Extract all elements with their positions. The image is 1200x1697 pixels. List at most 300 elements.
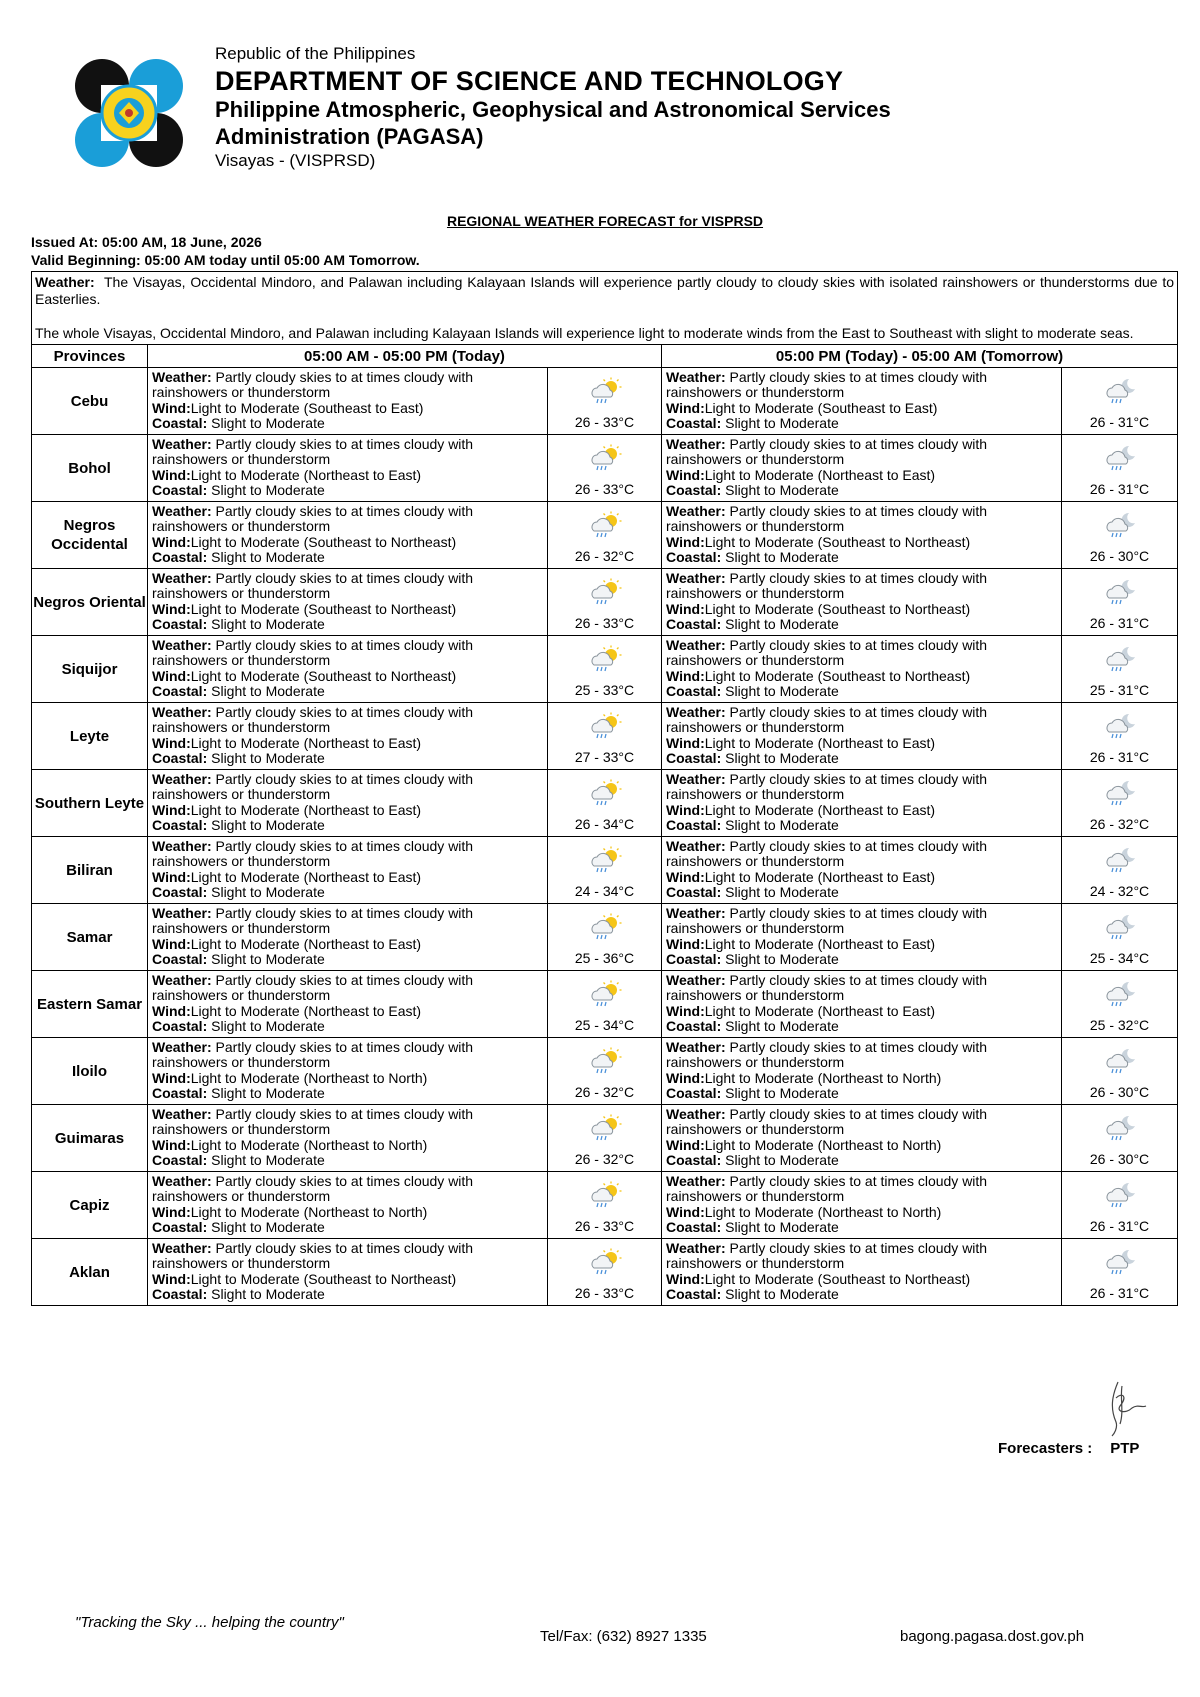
- day-forecast-text: [148, 435, 548, 502]
- province-row: [32, 435, 1178, 502]
- weather-value: Partly cloudy skies to at times cloudy with rainshowers or thunderstorm: [152, 1039, 474, 1071]
- coastal-value: Slight to Moderate: [211, 1085, 325, 1102]
- weather-label: Weather:: [666, 436, 726, 452]
- weather-label: Weather:: [666, 637, 726, 653]
- wind-label: Wind:: [666, 1203, 705, 1220]
- coastal-label: Coastal:: [152, 1286, 208, 1303]
- footer-tagline: "Tracking the Sky ... helping the country": [75, 1614, 344, 1631]
- partly-cloudy-rain-day-icon: [588, 1248, 622, 1276]
- coastal-label: Coastal:: [152, 951, 208, 968]
- coastal-label: Coastal:: [152, 750, 208, 767]
- document-title: REGIONAL WEATHER FORECAST for VISPRSD: [446, 213, 764, 229]
- night-temp-cell: [1062, 1239, 1178, 1306]
- night-temp-cell: [1062, 435, 1178, 502]
- day-temp-cell: [548, 971, 662, 1038]
- day-forecast-text: [148, 1172, 548, 1239]
- partly-cloudy-rain-day-icon: [588, 1047, 622, 1075]
- province-name: Aklan: [32, 1239, 148, 1306]
- issued-at: Issued At: 05:00 AM, 18 June, 2026: [31, 234, 262, 250]
- coastal-label: Coastal:: [152, 616, 208, 633]
- weather-value: Partly cloudy skies to at times cloudy with rainshowers or thunderstorm: [152, 771, 474, 803]
- valid-period: Valid Beginning: 05:00 AM today until 05:00 AM Tomorrow.: [31, 252, 420, 268]
- partly-cloudy-rain-night-icon: [1103, 1047, 1137, 1075]
- night-temperature: 26 - 31°C: [1089, 481, 1150, 497]
- province-row: [32, 636, 1178, 703]
- weather-value: Partly cloudy skies to at times cloudy with rainshowers or thunderstorm: [152, 972, 474, 1004]
- column-header-provinces: Provinces: [32, 345, 148, 368]
- day-forecast-text: [148, 368, 548, 435]
- day-forecast-text: [148, 502, 548, 569]
- province-name: Siquijor: [32, 636, 148, 703]
- night-forecast-text: [662, 368, 1062, 435]
- column-header-row: [32, 345, 1178, 368]
- province-name: Guimaras: [32, 1105, 148, 1172]
- weather-value: Partly cloudy skies to at times cloudy with rainshowers or thunderstorm: [666, 436, 988, 468]
- weather-value: Partly cloudy skies to at times cloudy with rainshowers or thunderstorm: [666, 1039, 988, 1071]
- coastal-label: Coastal:: [666, 1018, 722, 1035]
- coastal-value: Slight to Moderate: [211, 616, 325, 633]
- partly-cloudy-rain-night-icon: [1103, 444, 1137, 472]
- footer-website: bagong.pagasa.dost.gov.ph: [900, 1628, 1085, 1645]
- footer-telfax: Tel/Fax: (632) 8927 1335: [540, 1628, 707, 1645]
- night-forecast-text: [662, 1239, 1062, 1306]
- night-temperature: 26 - 31°C: [1089, 749, 1150, 765]
- wind-value: Light to Moderate (Northeast to East): [190, 935, 422, 952]
- wind-value: Light to Moderate (Northeast to North): [704, 1069, 942, 1086]
- night-temp-cell: [1062, 502, 1178, 569]
- day-temp-cell: [548, 837, 662, 904]
- coastal-label: Coastal:: [666, 1219, 722, 1236]
- day-temperature: 26 - 32°C: [574, 548, 635, 564]
- coastal-label: Coastal:: [666, 1085, 722, 1102]
- coastal-value: Slight to Moderate: [211, 1286, 325, 1303]
- pagasa-logo: [74, 58, 184, 168]
- day-temp-cell: [548, 1105, 662, 1172]
- coastal-value: Slight to Moderate: [725, 750, 839, 767]
- night-temperature: 26 - 31°C: [1089, 615, 1150, 631]
- overview-cell: [32, 272, 1178, 345]
- forecaster-signature: [1098, 1378, 1150, 1438]
- coastal-label: Coastal:: [666, 683, 722, 700]
- wind-value: Light to Moderate (Southeast to East): [704, 399, 938, 416]
- overview-weather: [35, 274, 1174, 308]
- forecasters-initials: PTP: [1110, 1440, 1140, 1457]
- weather-label: Weather:: [152, 1240, 212, 1256]
- wind-value: Light to Moderate (Northeast to East): [190, 1002, 422, 1019]
- wind-label: Wind:: [666, 399, 705, 416]
- wind-label: Wind:: [666, 667, 705, 684]
- coastal-label: Coastal:: [152, 1085, 208, 1102]
- partly-cloudy-rain-night-icon: [1103, 913, 1137, 941]
- province-name: Biliran: [32, 837, 148, 904]
- wind-label: Wind:: [152, 1069, 191, 1086]
- weather-label: Weather:: [666, 369, 726, 385]
- province-row: [32, 837, 1178, 904]
- night-forecast-text: [662, 636, 1062, 703]
- coastal-value: Slight to Moderate: [211, 884, 325, 901]
- night-temperature: 25 - 31°C: [1089, 682, 1150, 698]
- weather-value: Partly cloudy skies to at times cloudy with rainshowers or thunderstorm: [152, 503, 474, 535]
- forecasters: [998, 1440, 1139, 1457]
- coastal-value: Slight to Moderate: [725, 482, 839, 499]
- wind-label: Wind:: [666, 1002, 705, 1019]
- partly-cloudy-rain-night-icon: [1103, 377, 1137, 405]
- night-temp-cell: [1062, 904, 1178, 971]
- coastal-label: Coastal:: [152, 884, 208, 901]
- province-row: [32, 368, 1178, 435]
- department-name: DEPARTMENT OF SCIENCE AND TECHNOLOGY: [215, 66, 844, 96]
- night-forecast-text: [662, 971, 1062, 1038]
- wind-value: Light to Moderate (Northeast to East): [704, 1002, 936, 1019]
- coastal-value: Slight to Moderate: [725, 1152, 839, 1169]
- night-forecast-text: [662, 837, 1062, 904]
- partly-cloudy-rain-night-icon: [1103, 511, 1137, 539]
- province-row: [32, 1239, 1178, 1306]
- weather-value: Partly cloudy skies to at times cloudy with rainshowers or thunderstorm: [666, 905, 988, 937]
- weather-label: Weather:: [666, 1240, 726, 1256]
- weather-value: Partly cloudy skies to at times cloudy with rainshowers or thunderstorm: [666, 838, 988, 870]
- coastal-label: Coastal:: [666, 415, 722, 432]
- republic-line: Republic of the Philippines: [215, 44, 416, 63]
- issue-info: [31, 233, 420, 269]
- weather-label: Weather:: [666, 704, 726, 720]
- wind-value: Light to Moderate (Southeast to Northeast): [190, 600, 457, 617]
- coastal-label: Coastal:: [666, 1152, 722, 1169]
- coastal-value: Slight to Moderate: [211, 549, 325, 566]
- night-forecast-text: [662, 1105, 1062, 1172]
- wind-label: Wind:: [666, 1136, 705, 1153]
- coastal-label: Coastal:: [666, 549, 722, 566]
- coastal-label: Coastal:: [666, 750, 722, 767]
- coastal-label: Coastal:: [152, 817, 208, 834]
- partly-cloudy-rain-night-icon: [1103, 578, 1137, 606]
- coastal-value: Slight to Moderate: [211, 817, 325, 834]
- weather-label: Weather:: [152, 1173, 212, 1189]
- day-forecast-text: [148, 1239, 548, 1306]
- wind-label: Wind:: [152, 1136, 191, 1153]
- wind-value: Light to Moderate (Northeast to East): [704, 935, 936, 952]
- weather-label: Weather:: [152, 369, 212, 385]
- wind-value: Light to Moderate (Northeast to North): [190, 1069, 428, 1086]
- wind-value: Light to Moderate (Northeast to North): [704, 1136, 942, 1153]
- weather-label: Weather:: [666, 1173, 726, 1189]
- weather-label: Weather:: [152, 503, 212, 519]
- wind-value: Light to Moderate (Southeast to Northeast): [190, 667, 457, 684]
- coastal-value: Slight to Moderate: [211, 482, 325, 499]
- wind-value: Light to Moderate (Northeast to North): [190, 1203, 428, 1220]
- province-row: [32, 904, 1178, 971]
- agency-name-line2: Administration (PAGASA): [215, 124, 484, 149]
- coastal-label: Coastal:: [152, 415, 208, 432]
- weather-value: Partly cloudy skies to at times cloudy with rainshowers or thunderstorm: [666, 637, 988, 669]
- night-temperature: 26 - 30°C: [1089, 1084, 1150, 1100]
- coastal-label: Coastal:: [152, 1018, 208, 1035]
- day-temperature: 24 - 34°C: [574, 883, 635, 899]
- day-temp-cell: [548, 1172, 662, 1239]
- weather-value: Partly cloudy skies to at times cloudy with rainshowers or thunderstorm: [152, 905, 474, 937]
- coastal-value: Slight to Moderate: [725, 549, 839, 566]
- weather-label: Weather:: [666, 771, 726, 787]
- province-row: [32, 569, 1178, 636]
- weather-value: Partly cloudy skies to at times cloudy with rainshowers or thunderstorm: [152, 1173, 474, 1205]
- wind-label: Wind:: [152, 399, 191, 416]
- weather-value: Partly cloudy skies to at times cloudy with rainshowers or thunderstorm: [666, 972, 988, 1004]
- province-name: Eastern Samar: [32, 971, 148, 1038]
- night-temp-cell: [1062, 837, 1178, 904]
- weather-value: Partly cloudy skies to at times cloudy with rainshowers or thunderstorm: [152, 704, 474, 736]
- weather-label: Weather:: [666, 503, 726, 519]
- partly-cloudy-rain-day-icon: [588, 980, 622, 1008]
- night-temperature: 26 - 31°C: [1089, 414, 1150, 430]
- weather-value: Partly cloudy skies to at times cloudy with rainshowers or thunderstorm: [666, 1240, 988, 1272]
- coastal-label: Coastal:: [152, 1219, 208, 1236]
- region-line: Visayas - (VISPRSD): [215, 151, 376, 170]
- weather-value: Partly cloudy skies to at times cloudy with rainshowers or thunderstorm: [152, 436, 474, 468]
- wind-label: Wind:: [666, 1069, 705, 1086]
- overview-weather-label: Weather:: [35, 274, 95, 290]
- column-header-period1: 05:00 AM - 05:00 PM (Today): [148, 345, 662, 368]
- weather-label: Weather:: [152, 972, 212, 988]
- night-temp-cell: [1062, 1038, 1178, 1105]
- forecasters-label: Forecasters :: [998, 1440, 1093, 1457]
- day-temperature: 25 - 36°C: [574, 950, 635, 966]
- wind-value: Light to Moderate (Southeast to Northeast): [704, 533, 971, 550]
- night-temp-cell: [1062, 1172, 1178, 1239]
- weather-value: Partly cloudy skies to at times cloudy with rainshowers or thunderstorm: [152, 1106, 474, 1138]
- province-name: Capiz: [32, 1172, 148, 1239]
- coastal-value: Slight to Moderate: [725, 884, 839, 901]
- day-forecast-text: [148, 569, 548, 636]
- coastal-value: Slight to Moderate: [725, 951, 839, 968]
- night-temp-cell: [1062, 569, 1178, 636]
- province-row: [32, 770, 1178, 837]
- night-temperature: 26 - 31°C: [1089, 1218, 1150, 1234]
- wind-value: Light to Moderate (Southeast to Northeast): [190, 1270, 457, 1287]
- day-temp-cell: [548, 904, 662, 971]
- day-temperature: 25 - 34°C: [574, 1017, 635, 1033]
- wind-label: Wind:: [666, 600, 705, 617]
- day-temp-cell: [548, 368, 662, 435]
- day-temp-cell: [548, 502, 662, 569]
- province-row: [32, 1172, 1178, 1239]
- province-name: Samar: [32, 904, 148, 971]
- weather-value: Partly cloudy skies to at times cloudy with rainshowers or thunderstorm: [152, 838, 474, 870]
- province-row: [32, 1038, 1178, 1105]
- wind-value: Light to Moderate (Northeast to East): [190, 801, 422, 818]
- day-temperature: 26 - 33°C: [574, 615, 635, 631]
- coastal-value: Slight to Moderate: [725, 415, 839, 432]
- day-temperature: 26 - 33°C: [574, 414, 635, 430]
- weather-label: Weather:: [666, 1039, 726, 1055]
- wind-label: Wind:: [666, 466, 705, 483]
- weather-value: Partly cloudy skies to at times cloudy with rainshowers or thunderstorm: [666, 704, 988, 736]
- coastal-value: Slight to Moderate: [725, 616, 839, 633]
- weather-value: Partly cloudy skies to at times cloudy with rainshowers or thunderstorm: [152, 1240, 474, 1272]
- wind-value: Light to Moderate (Northeast to East): [704, 868, 936, 885]
- wind-value: Light to Moderate (Southeast to Northeast): [704, 600, 971, 617]
- forecast-table: [31, 271, 1178, 1306]
- partly-cloudy-rain-day-icon: [588, 377, 622, 405]
- coastal-value: Slight to Moderate: [725, 1286, 839, 1303]
- weather-label: Weather:: [152, 1039, 212, 1055]
- coastal-label: Coastal:: [666, 951, 722, 968]
- letterhead: [72, 44, 1172, 184]
- province-row: [32, 971, 1178, 1038]
- coastal-label: Coastal:: [666, 616, 722, 633]
- partly-cloudy-rain-day-icon: [588, 645, 622, 673]
- coastal-label: Coastal:: [152, 482, 208, 499]
- wind-label: Wind:: [152, 1203, 191, 1220]
- night-forecast-text: [662, 1172, 1062, 1239]
- night-forecast-text: [662, 904, 1062, 971]
- night-temp-cell: [1062, 1105, 1178, 1172]
- wind-label: Wind:: [152, 1270, 191, 1287]
- wind-value: Light to Moderate (Northeast to East): [704, 734, 936, 751]
- weather-value: Partly cloudy skies to at times cloudy with rainshowers or thunderstorm: [666, 570, 988, 602]
- night-temp-cell: [1062, 971, 1178, 1038]
- coastal-value: Slight to Moderate: [725, 683, 839, 700]
- day-temperature: 26 - 33°C: [574, 1218, 635, 1234]
- province-name: Iloilo: [32, 1038, 148, 1105]
- coastal-label: Coastal:: [152, 683, 208, 700]
- night-temperature: 26 - 31°C: [1089, 1285, 1150, 1301]
- wind-value: Light to Moderate (Northeast to East): [190, 466, 422, 483]
- wind-label: Wind:: [666, 801, 705, 818]
- weather-value: Partly cloudy skies to at times cloudy with rainshowers or thunderstorm: [152, 637, 474, 669]
- wind-label: Wind:: [666, 734, 705, 751]
- wind-value: Light to Moderate (Southeast to Northeast): [704, 1270, 971, 1287]
- coastal-label: Coastal:: [666, 482, 722, 499]
- coastal-label: Coastal:: [152, 549, 208, 566]
- night-forecast-text: [662, 435, 1062, 502]
- day-forecast-text: [148, 1105, 548, 1172]
- partly-cloudy-rain-day-icon: [588, 712, 622, 740]
- weather-label: Weather:: [666, 972, 726, 988]
- coastal-label: Coastal:: [666, 1286, 722, 1303]
- wind-label: Wind:: [666, 935, 705, 952]
- wind-value: Light to Moderate (Northeast to East): [190, 734, 422, 751]
- coastal-value: Slight to Moderate: [211, 415, 325, 432]
- wind-value: Light to Moderate (Northeast to North): [704, 1203, 942, 1220]
- day-temperature: 25 - 33°C: [574, 682, 635, 698]
- wind-label: Wind:: [152, 1002, 191, 1019]
- coastal-label: Coastal:: [666, 884, 722, 901]
- day-temp-cell: [548, 770, 662, 837]
- wind-label: Wind:: [152, 466, 191, 483]
- partly-cloudy-rain-night-icon: [1103, 779, 1137, 807]
- partly-cloudy-rain-night-icon: [1103, 645, 1137, 673]
- province-name: Southern Leyte: [32, 770, 148, 837]
- weather-label: Weather:: [666, 905, 726, 921]
- day-temperature: 26 - 32°C: [574, 1151, 635, 1167]
- partly-cloudy-rain-day-icon: [588, 1114, 622, 1142]
- weather-label: Weather:: [666, 1106, 726, 1122]
- weather-label: Weather:: [152, 838, 212, 854]
- day-temp-cell: [548, 1239, 662, 1306]
- coastal-value: Slight to Moderate: [211, 750, 325, 767]
- overview-row: [32, 272, 1178, 345]
- province-name: Bohol: [32, 435, 148, 502]
- wind-label: Wind:: [152, 868, 191, 885]
- coastal-label: Coastal:: [666, 817, 722, 834]
- day-temp-cell: [548, 435, 662, 502]
- day-temp-cell: [548, 703, 662, 770]
- province-row: [32, 502, 1178, 569]
- weather-label: Weather:: [152, 704, 212, 720]
- weather-label: Weather:: [152, 905, 212, 921]
- day-forecast-text: [148, 837, 548, 904]
- coastal-value: Slight to Moderate: [211, 1219, 325, 1236]
- province-name: Leyte: [32, 703, 148, 770]
- overview-wind: The whole Visayas, Occidental Mindoro, and Palawan including Kalayaan Islands will experience light to moderate winds from the East to Southeast with slight to moderate seas.: [35, 325, 1134, 341]
- wind-label: Wind:: [152, 935, 191, 952]
- night-forecast-text: [662, 1038, 1062, 1105]
- weather-label: Weather:: [666, 838, 726, 854]
- day-forecast-text: [148, 904, 548, 971]
- day-temperature: 26 - 33°C: [574, 481, 635, 497]
- weather-label: Weather:: [152, 1106, 212, 1122]
- coastal-value: Slight to Moderate: [725, 817, 839, 834]
- weather-value: Partly cloudy skies to at times cloudy with rainshowers or thunderstorm: [152, 369, 474, 401]
- coastal-value: Slight to Moderate: [725, 1018, 839, 1035]
- wind-value: Light to Moderate (Northeast to East): [704, 466, 936, 483]
- weather-value: Partly cloudy skies to at times cloudy with rainshowers or thunderstorm: [666, 369, 988, 401]
- day-temp-cell: [548, 636, 662, 703]
- weather-value: Partly cloudy skies to at times cloudy with rainshowers or thunderstorm: [666, 503, 988, 535]
- wind-value: Light to Moderate (Northeast to East): [190, 868, 422, 885]
- coastal-value: Slight to Moderate: [211, 951, 325, 968]
- wind-label: Wind:: [666, 868, 705, 885]
- night-forecast-text: [662, 569, 1062, 636]
- night-temperature: 26 - 30°C: [1089, 548, 1150, 564]
- weather-value: Partly cloudy skies to at times cloudy with rainshowers or thunderstorm: [666, 1173, 988, 1205]
- partly-cloudy-rain-night-icon: [1103, 712, 1137, 740]
- wind-label: Wind:: [666, 533, 705, 550]
- coastal-value: Slight to Moderate: [725, 1219, 839, 1236]
- night-temperature: 26 - 32°C: [1089, 816, 1150, 832]
- partly-cloudy-rain-day-icon: [588, 578, 622, 606]
- coastal-value: Slight to Moderate: [211, 683, 325, 700]
- wind-label: Wind:: [152, 801, 191, 818]
- coastal-label: Coastal:: [152, 1152, 208, 1169]
- partly-cloudy-rain-day-icon: [588, 511, 622, 539]
- weather-label: Weather:: [666, 570, 726, 586]
- night-forecast-text: [662, 502, 1062, 569]
- day-temperature: 27 - 33°C: [574, 749, 635, 765]
- partly-cloudy-rain-day-icon: [588, 846, 622, 874]
- day-forecast-text: [148, 770, 548, 837]
- weather-label: Weather:: [152, 637, 212, 653]
- wind-value: Light to Moderate (Southeast to Northeast): [704, 667, 971, 684]
- day-temperature: 26 - 32°C: [574, 1084, 635, 1100]
- coastal-value: Slight to Moderate: [211, 1018, 325, 1035]
- wind-value: Light to Moderate (Southeast to Northeast): [190, 533, 457, 550]
- day-forecast-text: [148, 1038, 548, 1105]
- day-temperature: 26 - 33°C: [574, 1285, 635, 1301]
- day-forecast-text: [148, 971, 548, 1038]
- wind-label: Wind:: [152, 600, 191, 617]
- night-forecast-text: [662, 770, 1062, 837]
- coastal-value: Slight to Moderate: [211, 1152, 325, 1169]
- coastal-value: Slight to Moderate: [725, 1085, 839, 1102]
- wind-label: Wind:: [152, 533, 191, 550]
- night-temperature: 26 - 30°C: [1089, 1151, 1150, 1167]
- night-forecast-text: [662, 703, 1062, 770]
- night-temp-cell: [1062, 636, 1178, 703]
- province-row: [32, 1105, 1178, 1172]
- day-temp-cell: [548, 569, 662, 636]
- day-temp-cell: [548, 1038, 662, 1105]
